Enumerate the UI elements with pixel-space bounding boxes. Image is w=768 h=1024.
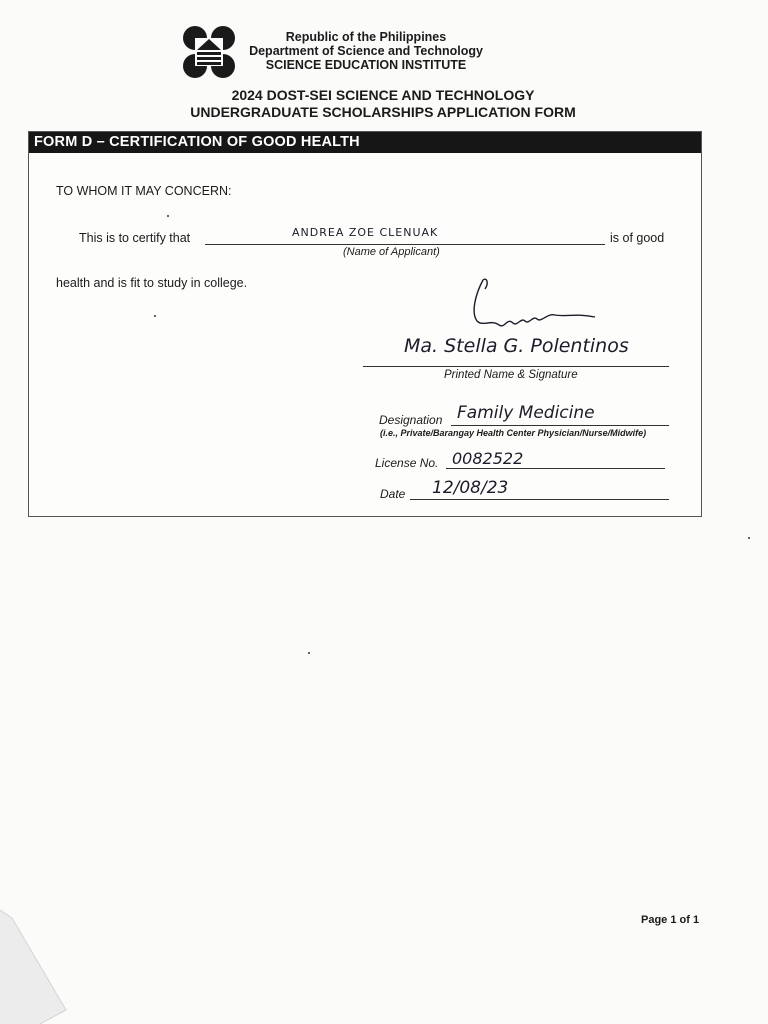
applicant-caption: (Name of Applicant)	[343, 246, 440, 258]
designation-hint: (i.e., Private/Barangay Health Center Physician/Nurse/Midwife)	[380, 428, 647, 438]
designation-label: Designation	[379, 413, 443, 427]
signature-line	[363, 366, 669, 367]
license-line	[446, 468, 665, 469]
certify-suffix: is of good	[610, 231, 665, 245]
applicant-name-line	[205, 244, 605, 245]
page-corner-fold	[0, 910, 70, 1024]
license-label: License No.	[375, 456, 439, 470]
scan-speck	[308, 652, 310, 654]
license-field[interactable]: 0082522	[452, 449, 524, 468]
signatory-name: Ma. Stella G. Polentinos	[404, 335, 629, 357]
applicant-name-field[interactable]: ANDREA ZOE CLENUAK	[292, 226, 439, 239]
scan-speck	[748, 537, 750, 539]
scan-speck	[167, 215, 169, 217]
date-field[interactable]: 12/08/23	[432, 478, 509, 498]
certify-prefix: This is to certify that	[79, 231, 191, 245]
page-number: Page 1 of 1	[641, 914, 700, 926]
form-title-line2: UNDERGRADUATE SCHOLARSHIPS APPLICATION FORM	[190, 104, 576, 120]
agency-line-dost: Department of Science and Technology	[249, 44, 483, 58]
agency-line-sei: SCIENCE EDUCATION INSTITUTE	[265, 58, 467, 72]
agency-block	[236, 30, 496, 72]
form-title	[100, 87, 666, 121]
date-label: Date	[380, 487, 406, 501]
agency-line-republic: Republic of the Philippines	[285, 30, 447, 44]
health-statement: health and is fit to study in college.	[56, 276, 248, 290]
designation-field[interactable]: Family Medicine	[457, 403, 595, 423]
form-title-line1: 2024 DOST-SEI SCIENCE AND TECHNOLOGY	[231, 87, 535, 103]
scan-speck	[154, 315, 156, 317]
date-line	[410, 499, 669, 500]
signature-caption: Printed Name & Signature	[444, 369, 578, 381]
salutation: TO WHOM IT MAY CONCERN:	[56, 184, 232, 198]
dost-logo-icon	[182, 26, 236, 78]
designation-line	[451, 425, 669, 426]
form-heading: FORM D – CERTIFICATION OF GOOD HEALTH	[29, 132, 701, 153]
